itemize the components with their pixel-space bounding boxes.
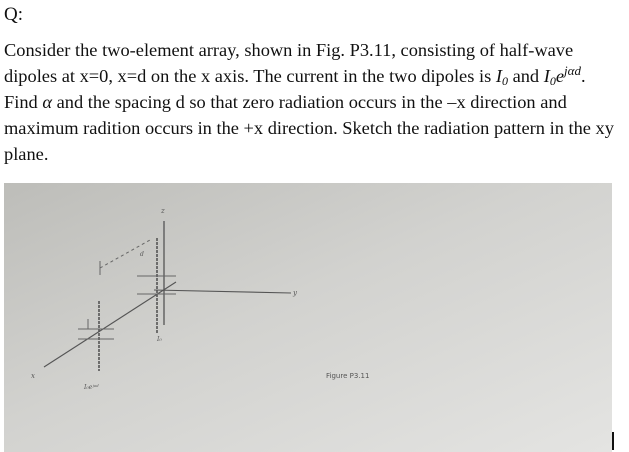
figure-svg	[4, 183, 612, 452]
alpha-symbol: α	[42, 92, 52, 112]
label-z: z	[161, 207, 165, 215]
question-text	[4, 37, 622, 167]
figure-photo	[4, 183, 612, 452]
question-label	[4, 4, 23, 26]
label-d: d	[140, 251, 144, 258]
current-i0b-sub: 0	[549, 74, 556, 88]
label-y: y	[293, 289, 297, 297]
exp-power: jαd	[564, 63, 581, 78]
question-part2: . Find	[4, 66, 586, 112]
exp-base: e	[555, 66, 565, 86]
current-i0-phase	[543, 63, 581, 88]
label-x: x	[31, 372, 35, 380]
current-i0-base: I	[495, 66, 502, 86]
question-and: and	[507, 66, 544, 86]
question-part1: Consider the two-element array, shown in Fig. P3.11, consisting of half-wave dipoles at x=0, x=d on the x axis. The current in the two dipoles is	[4, 40, 574, 86]
label-i0e: I₀eʲᵃᵈ	[84, 384, 99, 391]
question-part3: and the spacing d so that zero radiation occurs in the –x direction and maximum radition occurs in the +x direction. Sketch the radiation pattern in the xy plane.	[4, 92, 614, 164]
label-i0: I₀	[157, 336, 162, 343]
figure-caption: Figure P3.11	[326, 372, 370, 380]
current-i0b-base: I	[543, 66, 550, 86]
current-i0	[496, 66, 508, 86]
question-colon: :	[17, 4, 24, 25]
photo-background	[4, 183, 612, 452]
current-i0-sub: 0	[501, 74, 508, 88]
text-cursor	[612, 432, 614, 450]
question-letter: Q	[4, 4, 18, 25]
